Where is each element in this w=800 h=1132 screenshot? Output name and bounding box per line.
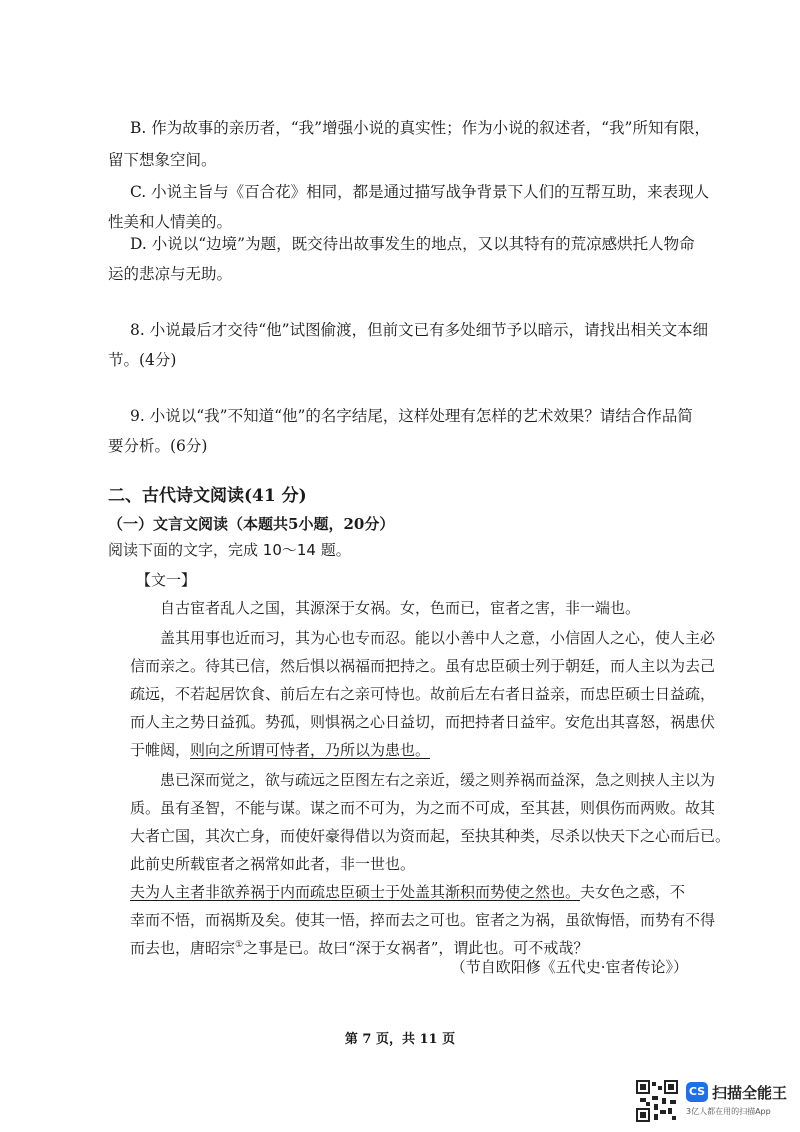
passage-line [130,740,430,760]
option-d-line1: D. 小说以“边境”为题，既交待出故事发生的地点，又以其特有的荒凉感烘托人物命 [130,235,695,253]
underlined-sentence: 则向之所谓可恃者，乃所以为患也。 [190,741,431,759]
passage-text: 于帷闼， [130,741,191,759]
page-number: 第 7 页，共 11 页 [344,1032,456,1047]
question-9-line2: 要分析。(6分) [108,437,208,455]
footnote-marker: ① [235,940,244,950]
passage-line: 信而亲之。待其已信，然后惧以祸福而把持之。虽有忠臣硕士列于朝廷，而人主以为去己 [130,657,716,675]
option-c-line2: 性美和人情美的。 [108,213,233,231]
section-subtitle: （一）文言文阅读（本题共5小题，20分） [108,515,395,533]
passage-label: 【文一】 [136,571,197,589]
section-title: 二、古代诗文阅读(41 分) [108,486,307,506]
question-8-line2: 节。(4分) [108,351,177,369]
watermark-name: 扫描全能王 [712,1084,788,1102]
passage-line: 此前史所载宦者之祸常如此者，非一世也。 [130,855,416,873]
passage-line [130,938,588,958]
instruction: 阅读下面的文字，完成 10～14 题。 [108,541,351,559]
passage-text: 而去也，唐昭宗 [130,939,236,957]
passage-line: 患已深而觉之，欲与疏远之臣图左右之亲近，缓之则养祸而益深，急之则挟人主以为 [160,771,716,789]
passage-line: 大者亡国，其次亡身，而使奸豪得借以为资而起，至抉其种类，尽杀以快天下之心而后已。 [130,827,731,845]
option-b-line2: 留下想象空间。 [108,151,217,169]
passage-line: 质。虽有圣智，不能与谋。谋之而不可为，为之而不可成，至其甚，则俱伤而两败。故其 [130,799,716,817]
qr-code-icon [636,1080,678,1122]
passage-line: 盖其用事也近而习，其为心也专而忍。能以小善中人之意，小信固人之心，使人主必 [160,629,716,647]
underlined-sentence: 夫为人主者非欲养祸于内而疏忠臣硕士于处盖其渐积而势使之然也。 [130,883,581,901]
passage-line: 疏远，不若起居饮食、前后左右之亲可恃也。故前后左右者日益亲，而忠臣硕士日益疏， [130,685,716,703]
passage-line: 幸而不悟，而祸斯及矣。使其一悟，捽而去之可也。宦者之为祸，虽欲悔悟，而势有不得 [130,911,716,929]
passage-text: 之事是已。故曰“深于女祸者”，谓此也。可不戒哉？ [243,939,589,957]
option-b-line1: B. 作为故事的亲历者，“我”增强小说的真实性；作为小说的叙述者，“我”所知有限， [130,119,710,137]
passage-line: 而人主之势日益孤。势孤，则惧祸之心日益切，而把持者日益牢。安危出其喜怒，祸患伏 [130,713,716,731]
passage-text: 夫女色之惑，不 [580,883,686,901]
question-8-line1: 8. 小说最后才交待“他”试图偷渡，但前文已有多处细节予以暗示，请找出相关文本细 [130,321,709,339]
passage-line [130,882,685,902]
source-citation: （节自欧阳修《五代史·宦者传论》） [450,958,688,976]
passage-line: 自古宦者乱人之国，其源深于女祸。女，色而已，宦者之害，非一端也。 [160,599,641,617]
watermark-subtitle: 3亿人都在用的扫描App [686,1107,771,1116]
question-9-line1: 9. 小说以“我”不知道“他”的名字结尾，这样处理有怎样的艺术效果？请结合作品简 [130,407,693,425]
camscanner-logo: CS [686,1082,708,1102]
option-d-line2: 运的悲凉与无助。 [108,265,233,283]
option-c-line1: C. 小说主旨与《百合花》相同，都是通过描写战争背景下人们的互帮互助，来表现人 [130,183,710,201]
